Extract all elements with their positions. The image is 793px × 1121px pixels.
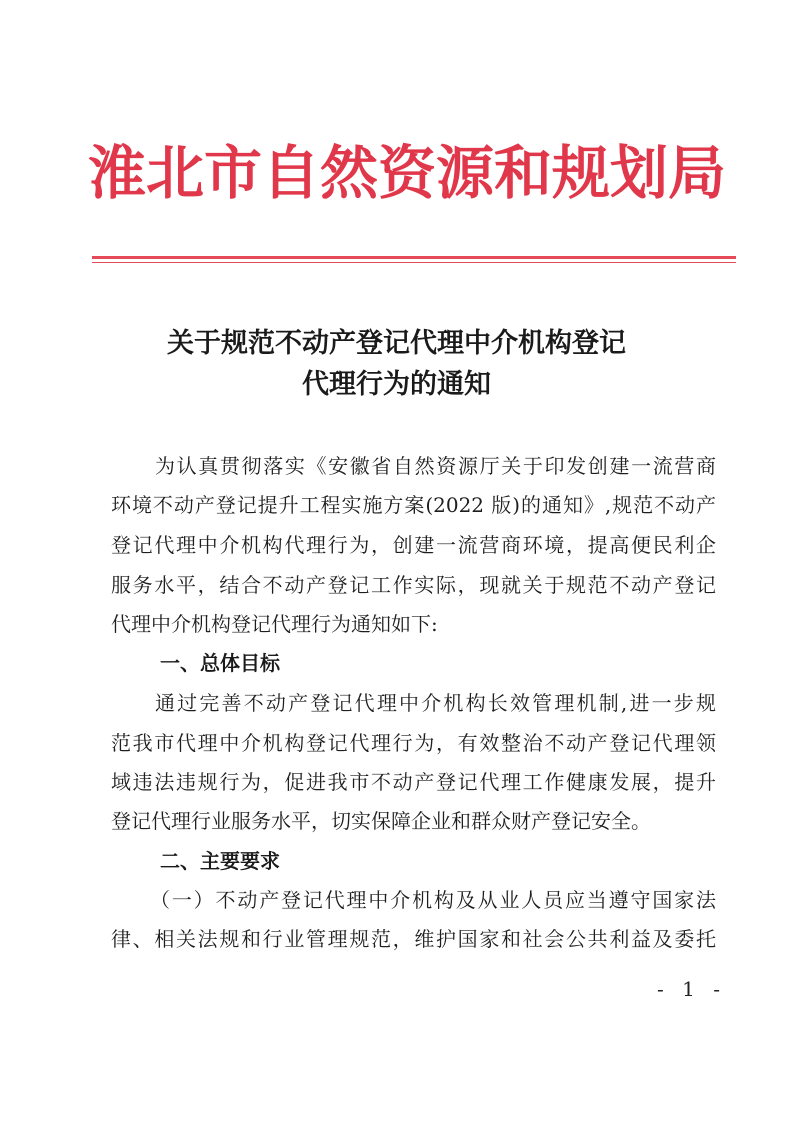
document-title-line-1: 关于规范不动产登记代理中介机构登记 (167, 328, 626, 359)
text-line: 登记代理行业服务水平，切实保障企业和群众财产登记安全。 (111, 809, 651, 833)
text-line: 登记代理中介机构代理行为，创建一流营商环境，提高便民利企 (111, 533, 716, 557)
text-line: 域违法违规行为，促进我市不动产登记代理工作健康发展，提升 (111, 770, 716, 794)
section-heading-requirements: 二、主要要求 (160, 849, 280, 873)
text-line: 通过完善不动产登记代理中介机构长效管理机制,进一步规 (155, 691, 716, 715)
text-line: 律、相关法规和行业管理规范，维护国家和社会公共利益及委托 (111, 927, 716, 951)
text-line: 代理中介机构登记代理行为通知如下: (111, 612, 438, 636)
page-number: - 1 - (657, 977, 726, 1001)
text-line: （一）不动产登记代理中介机构及从业人员应当遵守国家法 (150, 888, 716, 912)
header-rule-thin (92, 262, 736, 263)
text-line: 范我市代理中介机构登记代理行为，有效整治不动产登记代理领 (111, 731, 716, 755)
agency-header: 淮北市自然资源和规划局 (88, 139, 727, 207)
document-title-line-2: 代理行为的通知 (302, 369, 491, 400)
text-line: 环境不动产登记提升工程实施方案(2022 版)的通知》,规范不动产 (111, 493, 716, 517)
text-line: 为认真贯彻落实《安徽省自然资源厅关于印发创建一流营商 (155, 454, 716, 478)
section-heading-goals: 一、总体目标 (160, 651, 280, 675)
text-line: 服务水平，结合不动产登记工作实际，现就关于规范不动产登记 (111, 573, 716, 597)
header-rule-thick (92, 256, 736, 259)
